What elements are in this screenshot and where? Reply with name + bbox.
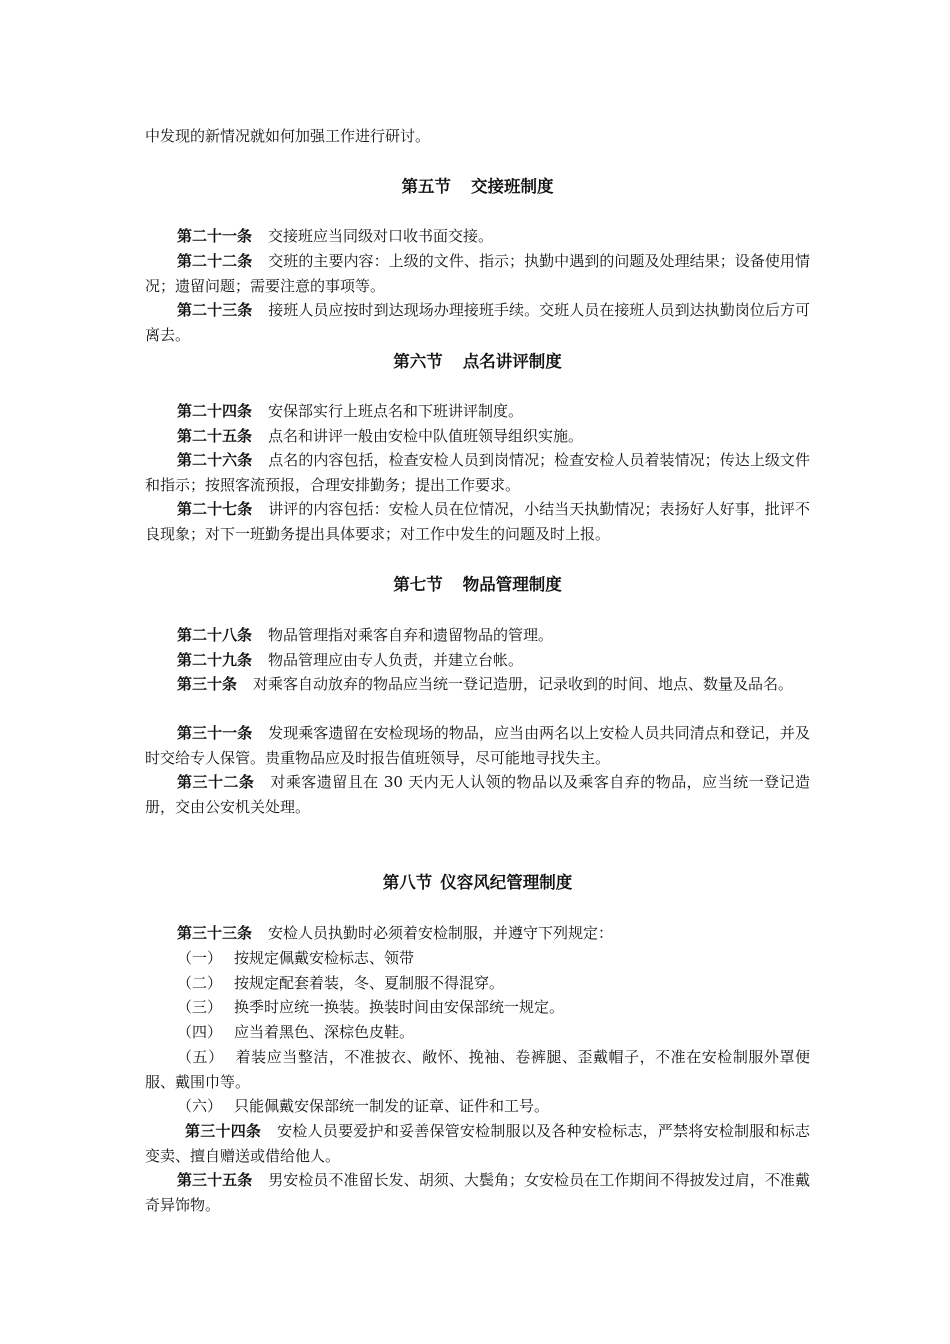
list-item-text: 着装应当整洁，不准披衣、敞怀、挽袖、卷裤腿、歪戴帽子，不准在安检制服外罩便服、戴围巾等。	[145, 1048, 810, 1091]
article-label: 第三十四条	[185, 1122, 262, 1140]
article-30	[145, 672, 810, 697]
article-35	[145, 1168, 810, 1217]
list-item-5	[145, 1045, 810, 1094]
article-24	[145, 399, 810, 424]
article-text: 对乘客遗留且在 30 天内无人认领的物品以及乘客自弃的物品，应当统一登记造册，交由公安机关处理。	[145, 773, 810, 816]
article-text: 讲评的内容包括：安检人员在位情况，小结当天执勤情况；表扬好人好事，批评不良现象；对下一班勤务提出具体要求；对工作中发生的问题及时上报。	[145, 500, 810, 543]
list-item-number: （六）	[177, 1097, 223, 1115]
section-5-number: 第五节	[401, 177, 451, 196]
article-label: 第二十八条	[177, 626, 253, 644]
article-label: 第二十九条	[177, 651, 253, 669]
list-item-number: （三）	[177, 998, 223, 1016]
article-label: 第二十五条	[177, 427, 253, 445]
article-label: 第二十七条	[177, 500, 253, 518]
section-8-heading	[145, 871, 810, 895]
article-label: 第三十五条	[177, 1171, 253, 1189]
list-item-6	[145, 1094, 810, 1119]
article-29	[145, 648, 810, 673]
article-label: 第三十条	[177, 675, 238, 693]
article-28	[145, 623, 810, 648]
article-text: 安检人员执勤时必须着安检制服，并遵守下列规定：	[268, 924, 614, 942]
article-32	[145, 770, 810, 819]
article-label: 第三十三条	[177, 924, 253, 942]
list-item-text: 按规定佩戴安检标志、领带	[234, 949, 415, 967]
section-8-number: 第八节	[382, 873, 433, 892]
article-label: 第二十三条	[177, 301, 253, 319]
section-6-title: 点名讲评制度	[462, 352, 562, 371]
list-item-text: 应当着黑色、深棕色皮鞋。	[234, 1023, 415, 1041]
list-item-number: （四）	[177, 1023, 223, 1041]
article-34	[145, 1119, 810, 1168]
article-text: 点名的内容包括，检查安检人员到岗情况；检查安检人员着装情况；传达上级文件和指示；按照客流预报，合理安排勤务；提出工作要求。	[145, 451, 810, 494]
list-item-2	[145, 971, 810, 996]
article-22	[145, 249, 810, 298]
list-item-number: （一）	[177, 949, 223, 967]
list-item-text: 按规定配套着装，冬、夏制服不得混穿。	[234, 974, 505, 992]
article-label: 第二十四条	[177, 402, 253, 420]
section-7-title: 物品管理制度	[462, 575, 562, 594]
article-label: 第二十六条	[177, 451, 253, 469]
section-7-number: 第七节	[393, 575, 443, 594]
article-label: 第二十二条	[177, 252, 253, 270]
section-6-number: 第六节	[393, 352, 443, 371]
list-item-1	[145, 946, 810, 971]
article-23	[145, 298, 810, 347]
article-31	[145, 721, 810, 770]
article-21	[145, 224, 810, 249]
article-label: 第三十二条	[177, 773, 255, 791]
list-item-text: 只能佩戴安保部统一制发的证章、证件和工号。	[234, 1097, 550, 1115]
article-label: 第三十一条	[177, 724, 253, 742]
section-7-heading	[145, 573, 810, 597]
list-item-text: 换季时应统一换装。换装时间由安保部统一规定。	[234, 998, 565, 1016]
article-text: 物品管理应由专人负责，并建立台帐。	[268, 651, 524, 669]
intro-paragraph: 中发现的新情况就如何加强工作进行研讨。	[145, 127, 431, 145]
section-5-title: 交接班制度	[471, 177, 554, 196]
article-33	[145, 921, 810, 946]
article-text: 安检人员要爱护和妥善保管安检制服以及各种安检标志，严禁将安检制服和标志变卖、擅自赠送或借给他人。	[145, 1122, 810, 1165]
list-item-number: （二）	[177, 974, 223, 992]
article-text: 接班人员应按时到达现场办理接班手续。交班人员在接班人员到达执勤岗位后方可离去。	[145, 301, 810, 344]
section-5-heading	[145, 175, 810, 199]
article-text: 交接班应当同级对口收书面交接。	[268, 227, 494, 245]
article-text: 对乘客自动放弃的物品应当统一登记造册，记录收到的时间、地点、数量及品名。	[253, 675, 794, 693]
list-item-3	[145, 995, 810, 1020]
article-text: 男安检员不准留长发、胡须、大鬓角；女安检员在工作期间不得披发过肩，不准戴奇异饰物。	[145, 1171, 810, 1214]
article-text: 点名和讲评一般由安检中队值班领导组织实施。	[268, 427, 584, 445]
article-label: 第二十一条	[177, 227, 253, 245]
section-8-title: 仪容风纪管理制度	[440, 873, 573, 892]
article-text: 安保部实行上班点名和下班讲评制度。	[268, 402, 524, 420]
list-item-number: （五）	[177, 1048, 224, 1066]
article-26	[145, 448, 810, 497]
article-text: 发现乘客遗留在安检现场的物品，应当由两名以上安检人员共同清点和登记，并及时交给专人保管。贵重物品应及时报告值班领导，尽可能地寻找失主。	[145, 724, 810, 767]
article-25	[145, 424, 810, 449]
list-item-4	[145, 1020, 810, 1045]
article-text: 物品管理指对乘客自弃和遗留物品的管理。	[268, 626, 554, 644]
section-6-heading	[145, 350, 810, 374]
article-27	[145, 497, 810, 546]
article-text: 交班的主要内容：上级的文件、指示；执勤中遇到的问题及处理结果；设备使用情况；遗留问题；需要注意的事项等。	[145, 252, 810, 295]
